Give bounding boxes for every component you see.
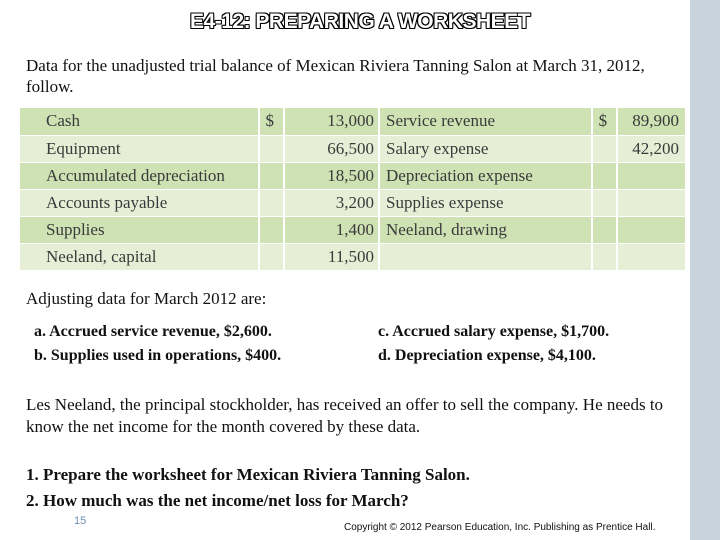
currency-symbol xyxy=(259,135,285,162)
account-name: Supplies xyxy=(20,216,259,243)
questions-list xyxy=(26,462,470,514)
currency-symbol xyxy=(592,135,618,162)
account-amount: 1,400 xyxy=(284,216,379,243)
adjustment-b: b. Supplies used in operations, $400. xyxy=(34,347,282,364)
account-name: Salary expense xyxy=(379,135,592,162)
account-amount xyxy=(617,243,685,270)
question-2: 2. How much was the net income/net loss for March? xyxy=(26,491,409,510)
adjustment-d: d. Depreciation expense, $4,100. xyxy=(378,347,596,364)
adjusting-data-heading: Adjusting data for March 2012 are: xyxy=(26,289,267,308)
currency-symbol xyxy=(592,189,618,216)
account-amount: 11,500 xyxy=(284,243,379,270)
currency-symbol xyxy=(259,162,285,189)
currency-symbol xyxy=(259,189,285,216)
account-name: Neeland, drawing xyxy=(379,216,592,243)
page-number: 15 xyxy=(74,515,87,527)
account-amount: 66,500 xyxy=(284,135,379,162)
account-name: Accounts payable xyxy=(20,189,259,216)
table-row xyxy=(20,108,685,135)
account-amount: 42,200 xyxy=(617,135,685,162)
currency-symbol: $ xyxy=(592,108,618,135)
account-name: Neeland, capital xyxy=(20,243,259,270)
account-amount: 89,900 xyxy=(617,108,685,135)
currency-symbol xyxy=(592,243,618,270)
decorative-side-bar xyxy=(690,0,720,540)
trial-balance-table xyxy=(20,108,685,271)
question-1: 1. Prepare the worksheet for Mexican Riviera Tanning Salon. xyxy=(26,465,470,484)
account-amount xyxy=(617,162,685,189)
currency-symbol xyxy=(259,243,285,270)
account-amount: 13,000 xyxy=(284,108,379,135)
account-amount: 3,200 xyxy=(284,189,379,216)
scenario-paragraph: Les Neeland, the principal stockholder, has received an offer to sell the company. He needs to know the net income for the month covered by these data. xyxy=(26,395,664,436)
slide-title: E4-12: PREPARING A WORKSHEET xyxy=(190,10,530,33)
account-amount xyxy=(617,216,685,243)
account-name: Equipment xyxy=(20,135,259,162)
account-name xyxy=(379,243,592,270)
account-amount xyxy=(617,189,685,216)
account-name: Service revenue xyxy=(379,108,592,135)
intro-text: Data for the unadjusted trial balance of Mexican Riviera Tanning Salon at March 31, 2012, follow. xyxy=(26,56,645,96)
table-row xyxy=(20,189,685,216)
adjustment-a: a. Accrued service revenue, $2,600. xyxy=(34,323,272,340)
copyright-notice: Copyright © 2012 Pearson Education, Inc. Publishing as Prentice Hall. xyxy=(344,522,656,533)
table-row xyxy=(20,216,685,243)
currency-symbol xyxy=(259,216,285,243)
account-name: Cash xyxy=(20,108,259,135)
currency-symbol xyxy=(592,162,618,189)
table-row xyxy=(20,135,685,162)
currency-symbol: $ xyxy=(259,108,285,135)
adjustments-left-column xyxy=(34,320,281,368)
account-amount: 18,500 xyxy=(284,162,379,189)
adjustment-c: c. Accrued salary expense, $1,700. xyxy=(378,323,610,340)
account-name: Depreciation expense xyxy=(379,162,592,189)
adjustments-right-column xyxy=(378,320,609,368)
currency-symbol xyxy=(592,216,618,243)
table-row xyxy=(20,243,685,270)
table-row xyxy=(20,162,685,189)
account-name: Supplies expense xyxy=(379,189,592,216)
account-name: Accumulated depreciation xyxy=(20,162,259,189)
